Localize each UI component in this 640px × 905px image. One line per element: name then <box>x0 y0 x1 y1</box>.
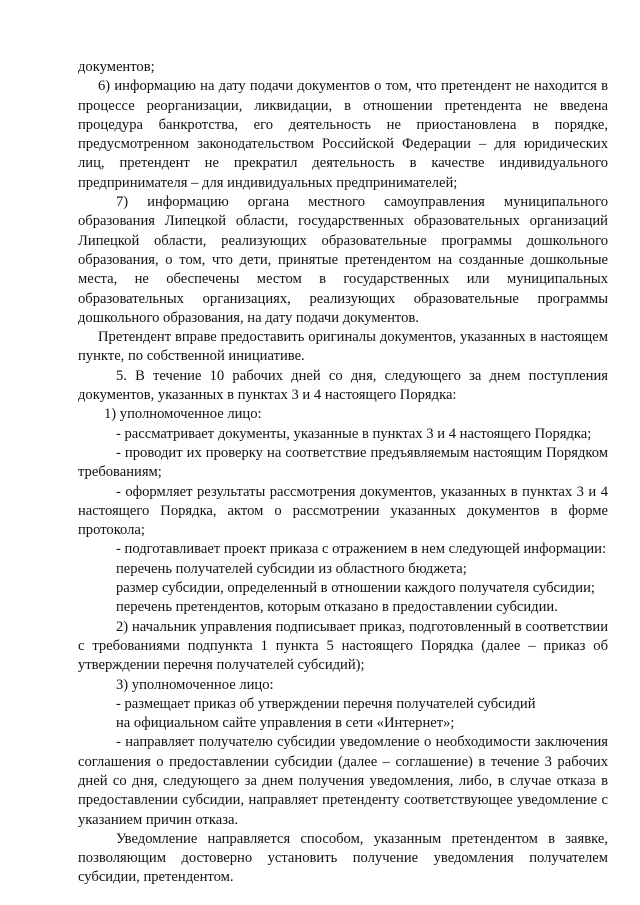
paragraph-notification-method: Уведомление направляется способом, указанным претендентом в заявке, позволяющим достоверно установить получение уведомления получателем субсидии, претендентом. <box>78 830 608 886</box>
paragraph-dash-checks: - проводит их проверку на соответствие предъявляемым настоящим Порядком требованиям; <box>78 444 608 481</box>
paragraph-subitem-1: 1) уполномоченное лицо: <box>104 406 262 423</box>
paragraph-dash-reviews: - рассматривает документы, указанные в пунктах 3 и 4 настоящего Порядка; <box>116 425 592 442</box>
document-body <box>78 58 608 888</box>
paragraph-documents-end: документов; <box>78 59 155 75</box>
paragraph-refused-list: перечень претендентов, которым отказано в предоставлении субсидии. <box>116 599 558 616</box>
paragraph-dash-notify: - направляет получателю субсидии уведомление о необходимости заключения соглашения о предоставлении субсидии (далее – соглашение) в течение 3 рабочих дней со дня, следующего за днем получения уведомления, либо, в случае отказа в предоставлении субсидии, направляет претенденту соответствующее уведомление с указанием причин отказа. <box>78 734 608 828</box>
paragraph-subsidy-amount: размер субсидии, определенный в отношении каждого получателя субсидии; <box>116 580 595 597</box>
paragraph-recipients-list: перечень получателей субсидии из областного бюджета; <box>116 560 467 577</box>
paragraph-dash-draft-order: - подготавливает проект приказа с отражением в нем следующей информации: <box>116 541 606 558</box>
paragraph-originals: Претендент вправе предоставить оригиналы документов, указанных в настоящем пункте, по собственной инициативе. <box>78 329 608 365</box>
paragraph-subitem-3: 3) уполномоченное лицо: <box>116 676 274 693</box>
paragraph-dash-publish: - размещает приказ об утверждении перечня получателей субсидий <box>116 695 536 712</box>
paragraph-subitem-2: 2) начальник управления подписывает приказ, подготовленный в соответствии с требованиями подпункта 1 пункта 5 настоящего Порядка (далее – приказ об утверждении перечня получателей субсидий); <box>78 618 608 674</box>
paragraph-dash-protocol: - оформляет результаты рассмотрения документов, указанных в пунктах 3 и 4 настоящего Порядка, актом о рассмотрении указанных документов в форме протокола; <box>78 483 608 539</box>
paragraph-official-site: на официальном сайте управления в сети «Интернет»; <box>116 715 455 732</box>
paragraph-item-7: 7) информацию органа местного самоуправления муниципального образования Липецкой области, государственных образовательных организаций Липецкой области, реализующих образовательные программы дошкольного образования, о том, что дети, принятые претендентом на созданные дошкольные места, не обеспечены местом в государственных или муниципальных образовательных организациях, реализующих образовательные программы дошкольного образования, на дату подачи документов. <box>78 194 608 326</box>
paragraph-point-5: 5. В течение 10 рабочих дней со дня, следующего за днем поступления документов, указанных в пунктах 3 и 4 настоящего Порядка: <box>78 367 608 404</box>
paragraph-item-6: 6) информацию на дату подачи документов о том, что претендент не находится в процессе реорганизации, ликвидации, в отношении претендента не введена процедура банкротства, его деятельность не приостановлена в порядке, предусмотренном законодательством Российской Федерации – для юридических лиц, претендент не прекратил деятельность в качестве индивидуального предпринимателя – для индивидуальных предпринимателей; <box>78 78 608 191</box>
